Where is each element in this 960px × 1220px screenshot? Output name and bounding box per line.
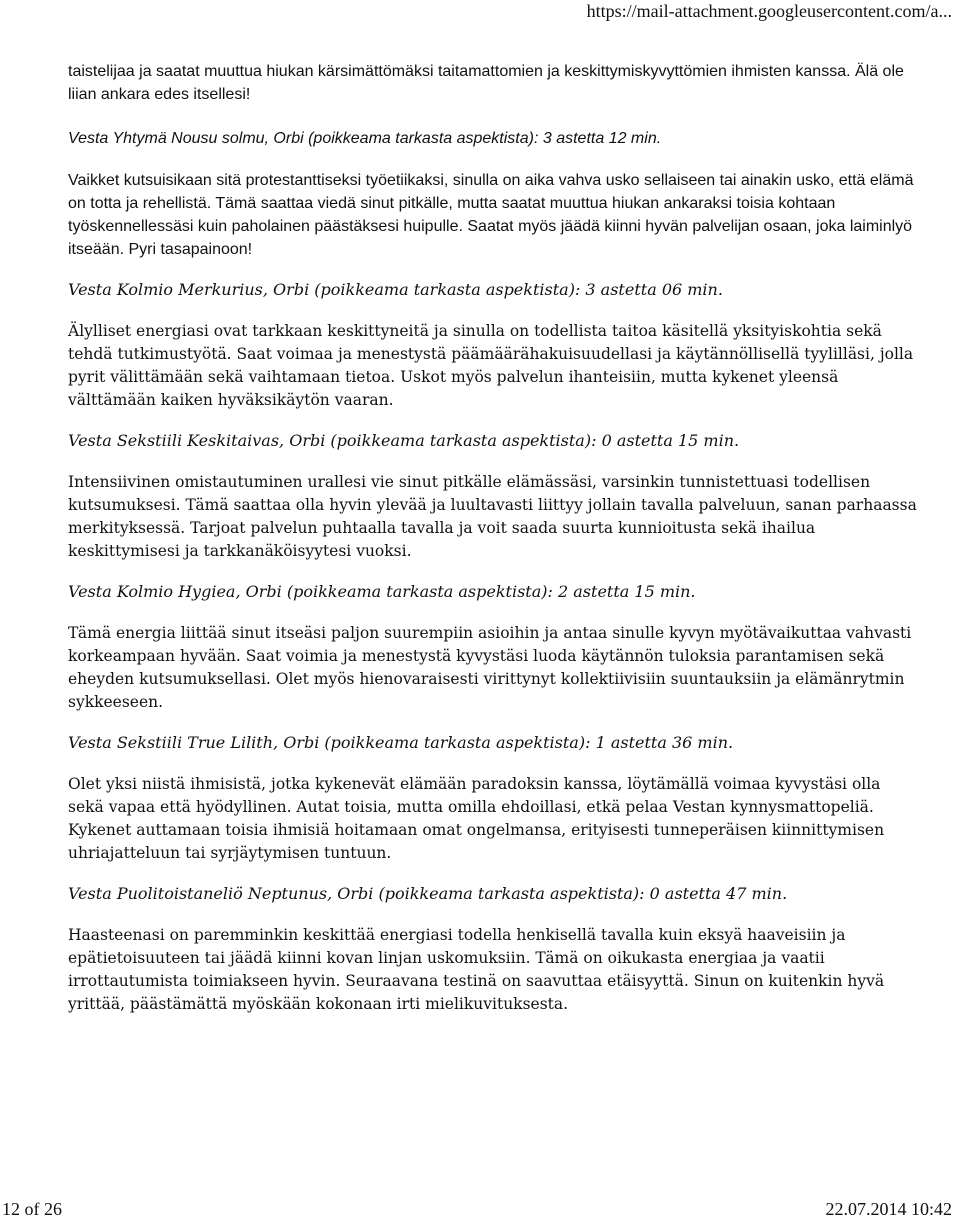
paragraph: Haasteenasi on paremminkin keskittää energiasi todella henkisellä tavalla kuin eksyä haaveisiin ja epätietoisuuteen tai jäädä kiinni kovan linjan uskomuksiin. Tämä on oikukasta energiaa ja vaatii irrottautumista toimiakseen hyvin. Seuraavana testinä on saavuttaa etäisyyttä. Sinun on kuitenkin hyvä yrittää, päästämättä myöskään kokonaan irti mielikuvituksesta.	[68, 926, 885, 1013]
document-body	[68, 60, 918, 1016]
aspect-heading: Vesta Kolmio Merkurius, Orbi (poikkeama tarkasta aspektista): 3 astetta 06 min.	[68, 280, 723, 299]
paragraph: Olet yksi niistä ihmisistä, jotka kykenevät elämään paradoksin kanssa, löytämällä voimaa kyvystäsi olla sekä vapaa että hyödyllinen. Autat toisia, mutta omilla ehdoillasi, etkä pelaa Vestan kynnysmattopeliä. Kykenet auttamaan toisia ihmisiä hoitamaan omat ongelmansa, erityisesti tunneperäisen kiinnittymisen uhriajatteluun tai syrjäytymisen tuntuun.	[68, 775, 885, 862]
page-number: 12 of 26	[2, 1199, 62, 1219]
aspect-heading: Vesta Sekstiili True Lilith, Orbi (poikkeama tarkasta aspektista): 1 astetta 36 min.	[68, 733, 734, 752]
paragraph: Tämä energia liittää sinut itseäsi paljon suurempiin asioihin ja antaa sinulle kyvyn myötävaikuttaa vahvasti korkeampaan hyvään. Saat voimia ja menestystä kyvystäsi luoda käytännön tuloksia parantamisen sekä eheyden kutsumuksellasi. Olet myös hienovaraisesti virittynyt kollektiivisiin suuntauksiin ja elämänrytmin sykkeeseen.	[68, 624, 912, 711]
paragraph: Älylliset energiasi ovat tarkkaan keskittyneitä ja sinulla on todellista taitoa käsitellä yksityiskohtia sekä tehdä tutkimustyötä. Saat voimaa ja menestystä päämäärähakuisuudellasi ja käytännöllisellä tyylilläsi, jolla pyrit välittämään sekä vaihtamaan tietoa. Uskot myös palvelun ihanteisiin, mutta kykenet yleensä välttämään kaiken hyväksikäytön vaaran.	[68, 322, 914, 409]
paragraph: taistelijaa ja saatat muuttua hiukan kärsimättömäksi taitamattomien ja keskittymiskyvyttömien ihmisten kanssa. Älä ole liian ankara edes itsellesi!	[68, 63, 904, 103]
aspect-heading: Vesta Yhtymä Nousu solmu, Orbi (poikkeama tarkasta aspektista): 3 astetta 12 min.	[68, 130, 662, 147]
aspect-heading: Vesta Kolmio Hygiea, Orbi (poikkeama tarkasta aspektista): 2 astetta 15 min.	[68, 582, 696, 601]
paragraph: Vaikket kutsuisikaan sitä protestanttiseksi työetiikaksi, sinulla on aika vahva usko sellaiseen tai ainakin usko, että elämä on totta ja rehellistä. Tämä saattaa viedä sinut pitkälle, mutta saatat muuttua hiukan ankaraksi toisia kohtaan työskennellessäsi kuin paholainen päästäksesi huipulle. Saatat myös jäädä kiinni hyvän palvelijan osaan, joka laiminlyö itseään. Pyri tasapainoon!	[68, 172, 914, 258]
print-timestamp: 22.07.2014 10:42	[825, 1199, 952, 1219]
aspect-heading: Vesta Puolitoistaneliö Neptunus, Orbi (poikkeama tarkasta aspektista): 0 astetta 47 min.	[68, 884, 788, 903]
paragraph: Intensiivinen omistautuminen urallesi vie sinut pitkälle elämässäsi, varsinkin tunnistettuasi todellisen kutsumuksesi. Tämä saattaa olla hyvin ylevää ja luultavasti liittyy jollain tavalla palveluun, sanan parhaassa merkityksessä. Tarjoat palvelun puhtaalla tavalla ja voit saada suurta kunnioitusta sekä ihailua keskittymisesi ja tarkkanäköisyytesi vuoksi.	[68, 473, 917, 560]
aspect-heading: Vesta Sekstiili Keskitaivas, Orbi (poikkeama tarkasta aspektista): 0 astetta 15 min.	[68, 431, 740, 450]
page-url: https://mail-attachment.googleusercontent.com/a...	[586, 1, 952, 21]
